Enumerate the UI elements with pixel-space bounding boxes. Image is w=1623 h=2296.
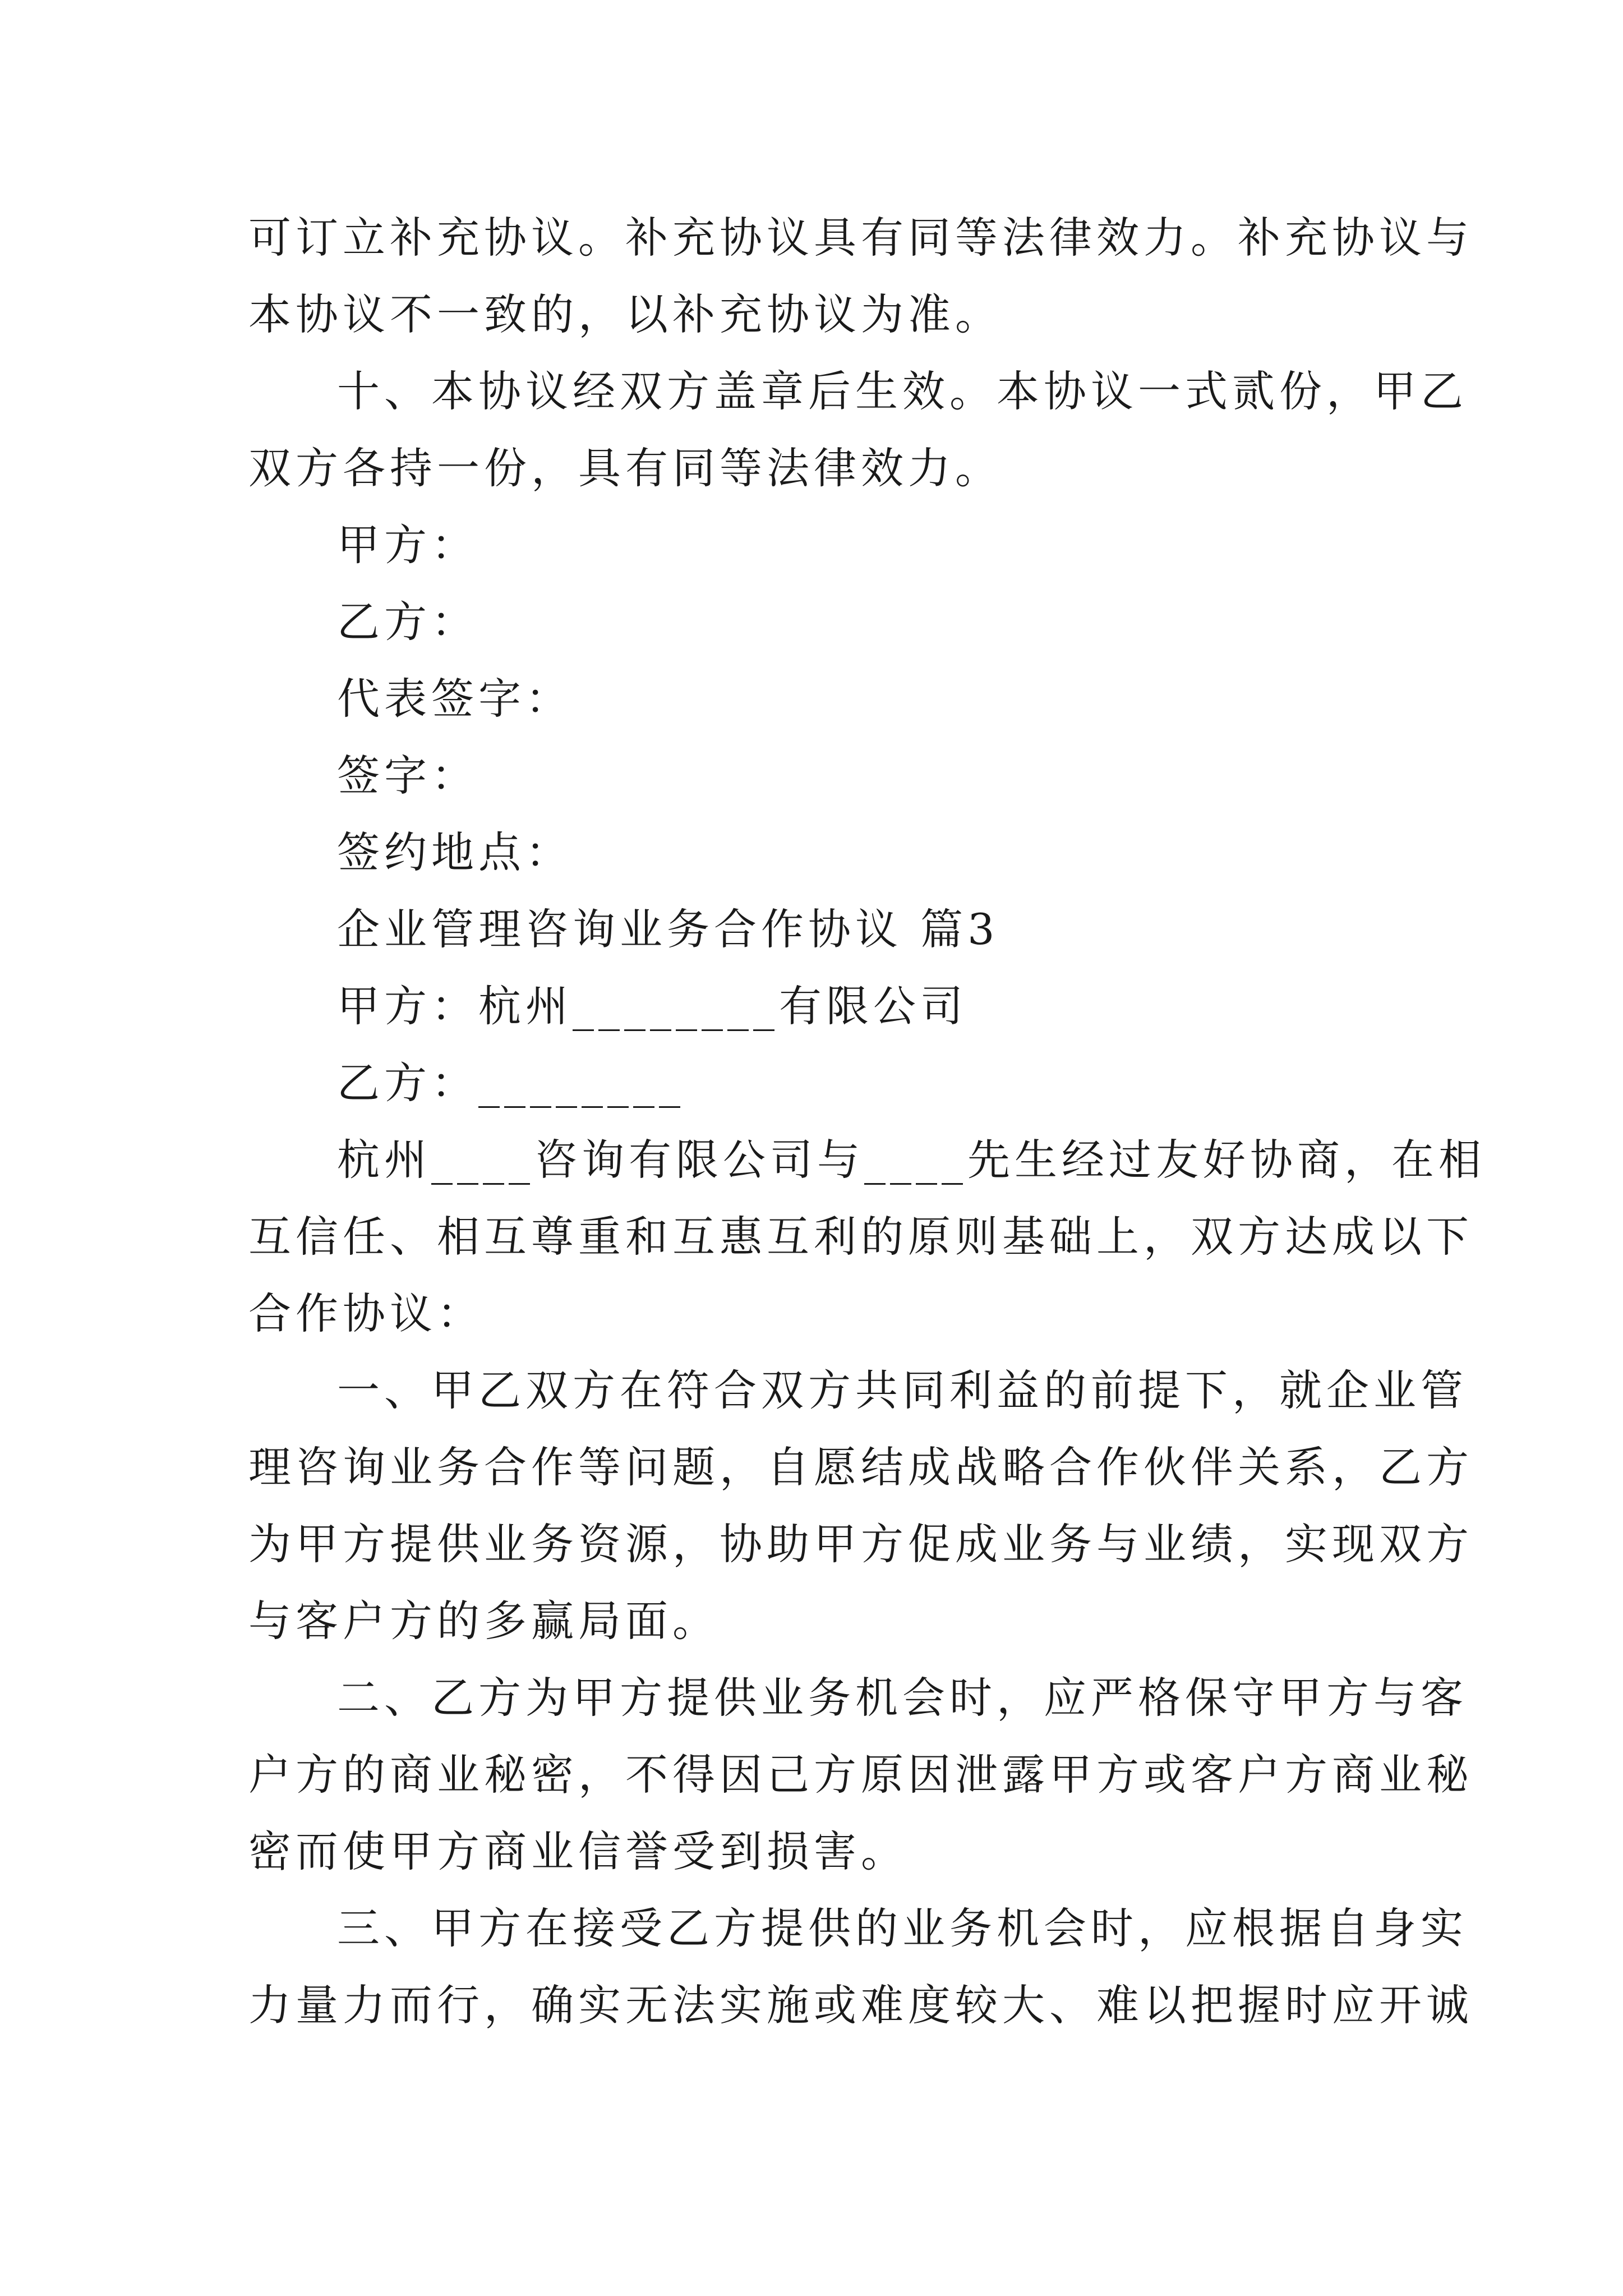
intro-line: 杭州____咨询有限公司与____先生经过友好协商，在相 [337, 1135, 1486, 1185]
clause-2-line: 二、乙方为甲方提供业务机会时，应严格保守甲方与客 [337, 1673, 1468, 1723]
body-line: 理咨询业务合作等问题，自愿结成战略合作伙伴关系，乙方 [248, 1442, 1473, 1492]
body-line: 户方的商业秘密，不得因己方原因泄露甲方或客户方商业秘 [248, 1750, 1473, 1800]
party-a-line: 甲方：杭州________有限公司 [337, 981, 967, 1031]
party-a-label: 甲方： [337, 520, 478, 570]
body-line: 合作协议： [248, 1289, 484, 1338]
signature-label: 签字： [337, 751, 478, 800]
document-body [248, 199, 1486, 2044]
section-title: 企业管理咨询业务合作协议 篇3 [337, 904, 999, 954]
body-line: 本协议不一致的，以补充协议为准。 [248, 289, 1002, 339]
body-line: 可订立补充协议。补充协议具有同等法律效力。补充协议与 [248, 213, 1473, 263]
body-line: 双方各持一份，具有同等法律效力。 [248, 443, 1002, 493]
body-line: 力量力而行，确实无法实施或难度较大、难以把握时应开诚 [248, 1980, 1473, 2030]
body-line: 与客户方的多赢局面。 [248, 1596, 720, 1646]
body-line: 互信任、相互尊重和互惠互利的原则基础上，双方达成以下 [248, 1212, 1473, 1262]
representative-signature-label: 代表签字： [337, 674, 573, 724]
party-b-label: 乙方： [337, 597, 478, 647]
body-line: 为甲方提供业务资源，协助甲方促成业务与业绩，实现双方 [248, 1519, 1473, 1569]
clause-1-line: 一、甲乙双方在符合双方共同利益的前提下，就企业管 [337, 1365, 1468, 1415]
body-line: 密而使甲方商业信誉受到损害。 [248, 1826, 908, 1876]
party-b-line: 乙方：________ [337, 1058, 685, 1108]
signing-location-label: 签约地点： [337, 827, 573, 877]
clause-10-line: 十、本协议经双方盖章后生效。本协议一式贰份，甲乙 [337, 366, 1468, 416]
clause-3-line: 三、甲方在接受乙方提供的业务机会时，应根据自身实 [337, 1903, 1468, 1953]
